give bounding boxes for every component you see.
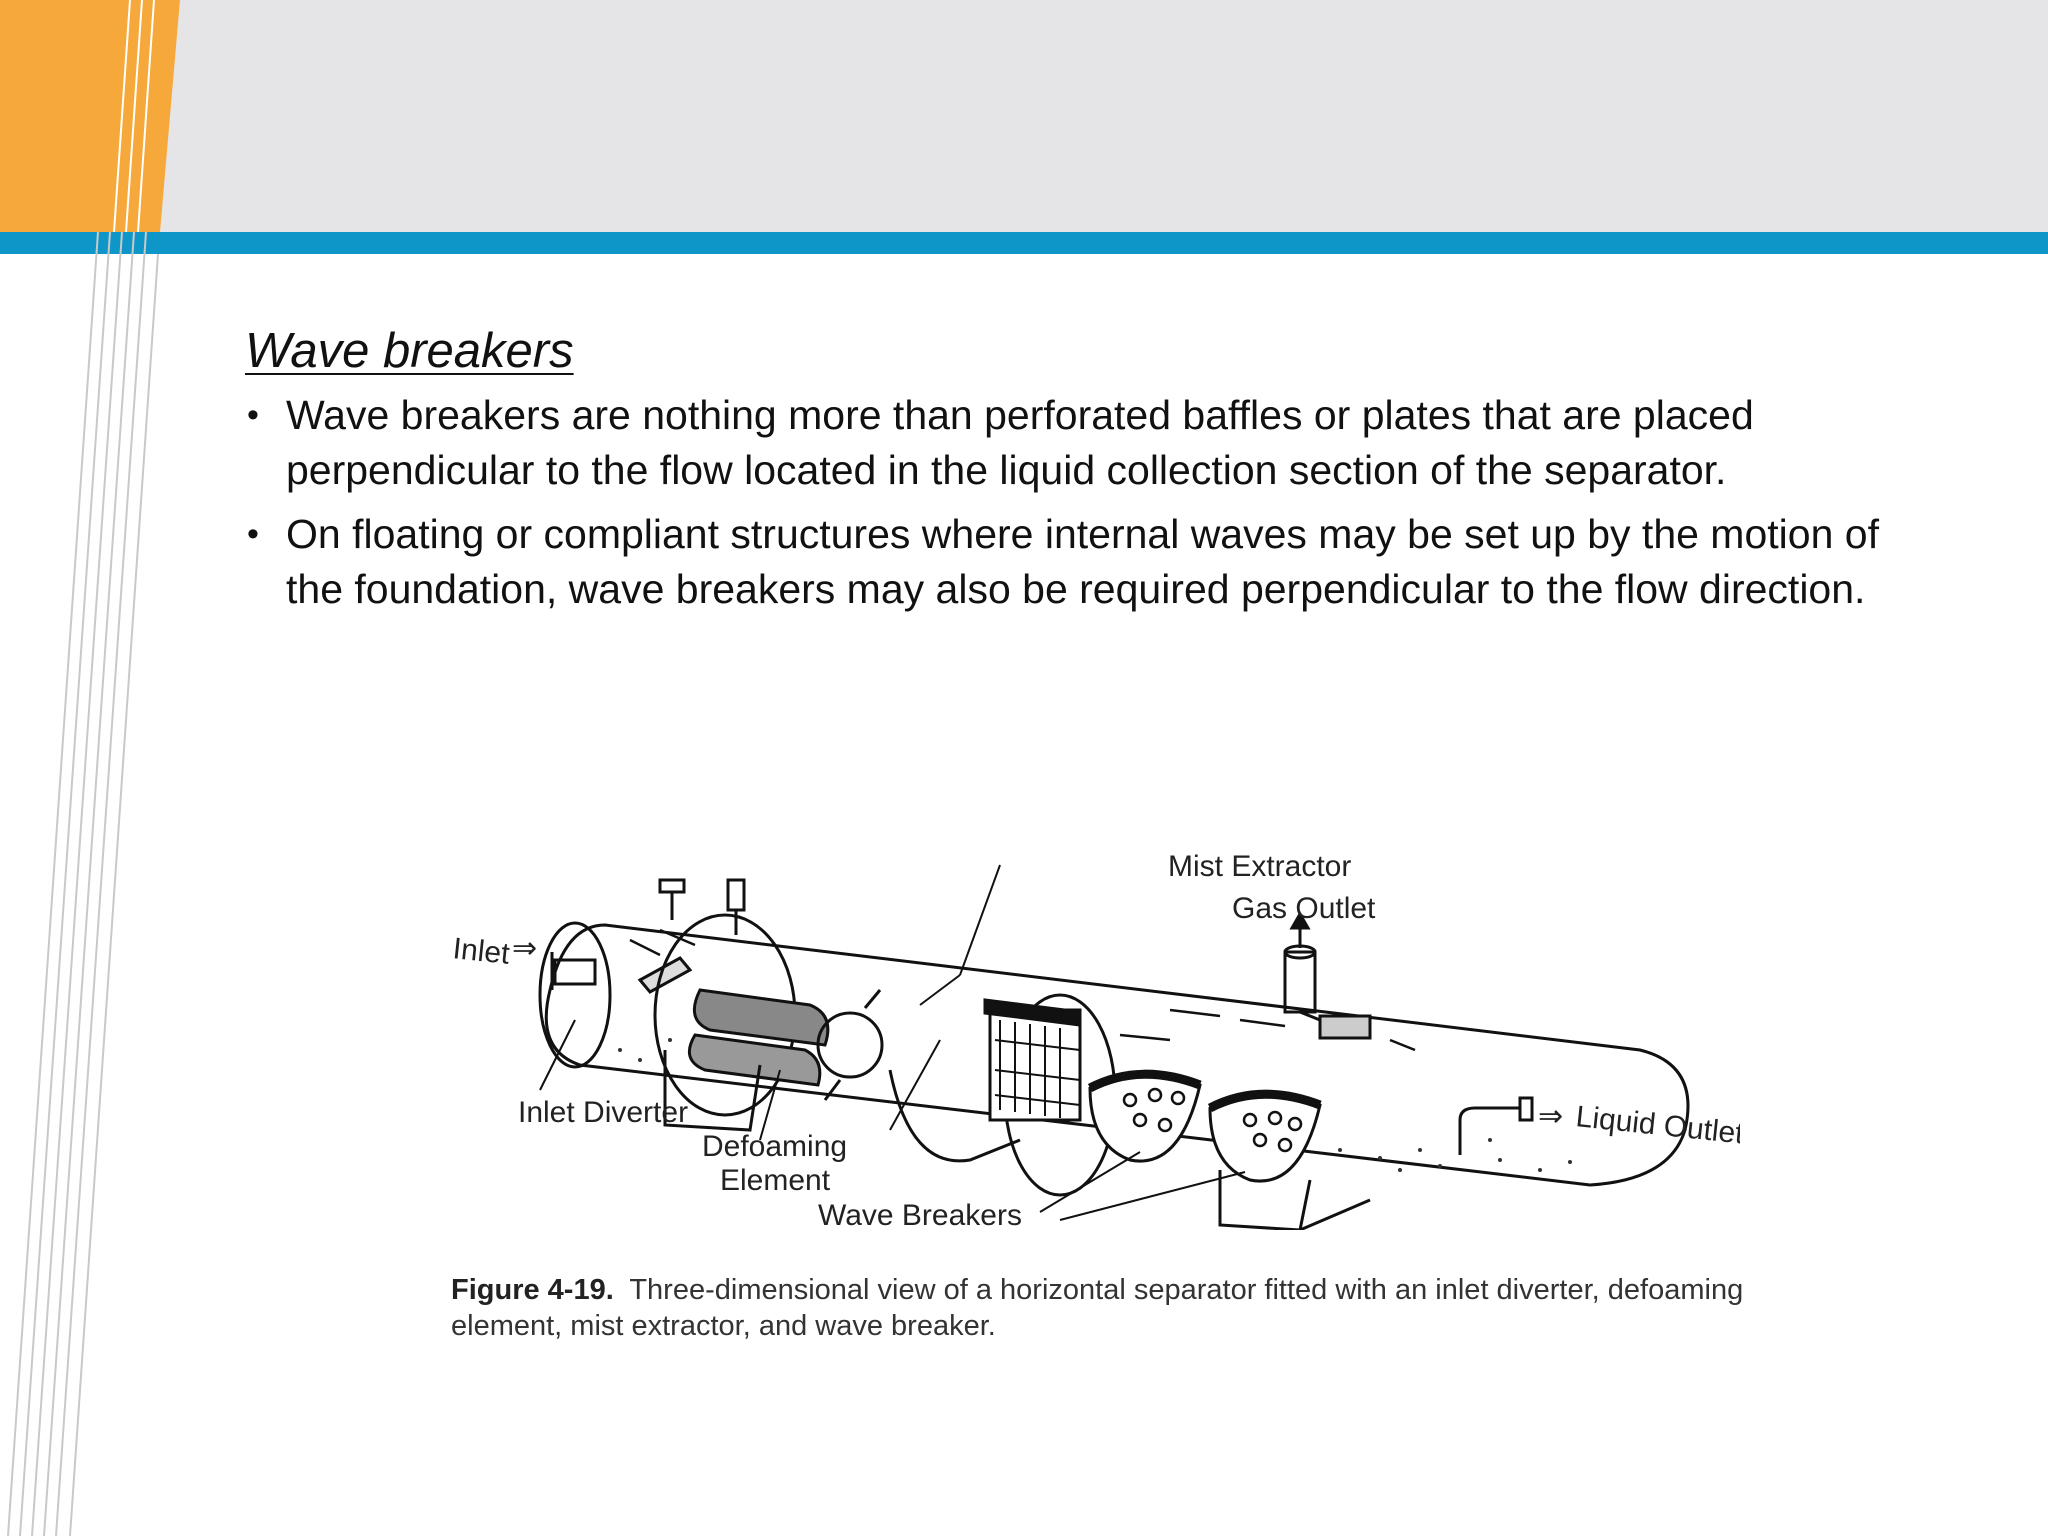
- bullet-text: Wave breakers are nothing more than perforated baffles or plates that are placed perpendicular to the flow located in the liquid collection section of the separator.: [286, 392, 1754, 493]
- bullet-item: [245, 507, 1895, 617]
- label-liquid-outlet: Liquid Outlet: [1574, 1100, 1740, 1151]
- label-inlet-diverter: Inlet Diverter: [518, 1096, 689, 1129]
- inlet-arrow-icon: ⇒: [512, 932, 538, 965]
- figure-caption-text: Three-dimensional view of a horizontal separator fitted with an inlet diverter, defoaming element, mist extractor, and wave breaker.: [451, 1274, 1744, 1342]
- decorative-side-lines: [0, 0, 200, 1536]
- slide-content: [245, 318, 1895, 626]
- label-gas-outlet: Gas Outlet: [1232, 892, 1376, 925]
- bullet-dot: •: [247, 396, 259, 434]
- blue-accent-bar: [0, 232, 2048, 254]
- label-mist-extractor: Mist Extractor: [1168, 850, 1352, 883]
- horizontal-separator-diagram: [440, 840, 1740, 1230]
- label-inlet: Inlet: [451, 932, 512, 971]
- bullet-dot: •: [247, 515, 259, 553]
- bullet-list: [245, 388, 1895, 617]
- liquid-outlet-arrow-icon: ⇒: [1538, 1100, 1564, 1133]
- label-wave-breakers: Wave Breakers: [818, 1199, 1022, 1230]
- separator-figure: [440, 840, 1740, 1230]
- bullet-item: [245, 388, 1895, 498]
- section-title: Wave breakers: [245, 324, 574, 378]
- label-defoaming: Defoaming: [702, 1130, 848, 1163]
- header-band: [0, 0, 2048, 232]
- bullet-text: On floating or compliant structures where internal waves may be set up by the motion of the foundation, wave breakers may also be required perpendicular to the flow direction.: [286, 511, 1879, 612]
- figure-caption: [451, 1272, 1751, 1344]
- label-element: Element: [720, 1164, 831, 1197]
- figure-number: Figure 4-19.: [451, 1274, 614, 1306]
